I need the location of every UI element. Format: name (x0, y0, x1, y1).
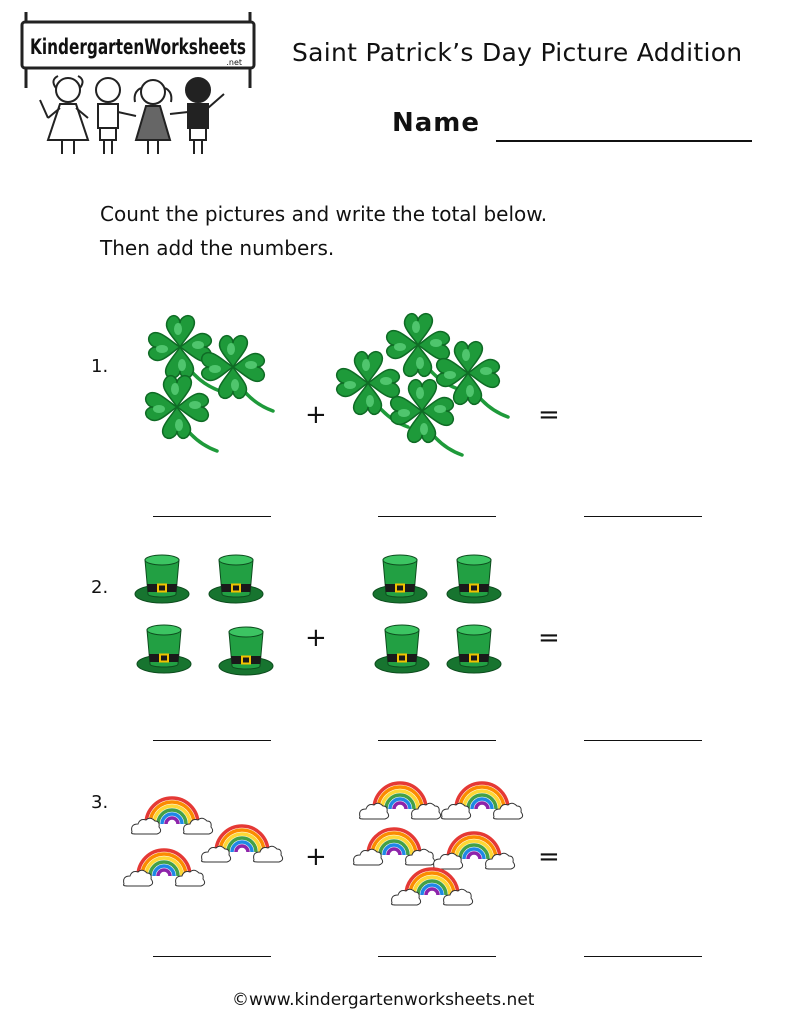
rainbow-picture (354, 829, 435, 865)
site-logo (18, 8, 258, 158)
name-write-line[interactable] (496, 140, 752, 142)
name-label: Name (392, 108, 481, 138)
leprechaun-hat-picture (137, 625, 191, 673)
rainbow-picture (392, 869, 473, 905)
answer-line[interactable] (584, 516, 702, 517)
logo-text: KindergartenWorksheets (30, 35, 246, 59)
picture-group-right (330, 305, 520, 470)
leprechaun-hat-picture (135, 555, 189, 603)
rainbow-picture (360, 783, 441, 819)
shamrock-picture (202, 336, 273, 411)
plus-sign: + (305, 623, 327, 653)
plus-sign: + (305, 842, 327, 872)
answer-line[interactable] (378, 516, 496, 517)
problem-number: 1. (91, 356, 109, 377)
picture-group-left (135, 305, 285, 465)
answer-line[interactable] (584, 740, 702, 741)
answer-line[interactable] (153, 740, 271, 741)
equals-sign: = (538, 400, 560, 430)
rainbow-picture (132, 798, 213, 834)
plus-sign: + (305, 400, 327, 430)
leprechaun-hat-picture (373, 555, 427, 603)
picture-group-left (128, 548, 288, 688)
worksheet-title: Saint Patrick’s Day Picture Addition (292, 38, 743, 67)
rainbow-picture (442, 783, 523, 819)
problem-number: 3. (91, 792, 109, 813)
answer-line[interactable] (153, 516, 271, 517)
shamrock-picture (146, 376, 217, 451)
leprechaun-hat-picture (219, 627, 273, 675)
answer-line[interactable] (378, 956, 496, 957)
picture-group-right (364, 548, 514, 688)
picture-group-left (120, 790, 290, 890)
shamrock-picture (391, 380, 462, 455)
answer-line[interactable] (153, 956, 271, 957)
instruction-line-2: Then add the numbers. (100, 236, 335, 260)
leprechaun-hat-picture (209, 555, 263, 603)
footer-website: ©www.kindergartenworksheets.net (232, 990, 535, 1010)
rainbow-picture (202, 826, 283, 862)
rainbow-picture (434, 833, 515, 869)
rainbow-picture (124, 850, 205, 886)
leprechaun-hat-picture (447, 555, 501, 603)
leprechaun-hat-picture (447, 625, 501, 673)
equals-sign: = (538, 623, 560, 653)
leprechaun-hat-picture (375, 625, 429, 673)
logo-sub-text: .net (226, 58, 242, 67)
equals-sign: = (538, 842, 560, 872)
problem-number: 2. (91, 577, 109, 598)
answer-line[interactable] (584, 956, 702, 957)
answer-line[interactable] (378, 740, 496, 741)
instruction-line-1: Count the pictures and write the total below. (100, 202, 548, 226)
picture-group-right (350, 775, 530, 915)
